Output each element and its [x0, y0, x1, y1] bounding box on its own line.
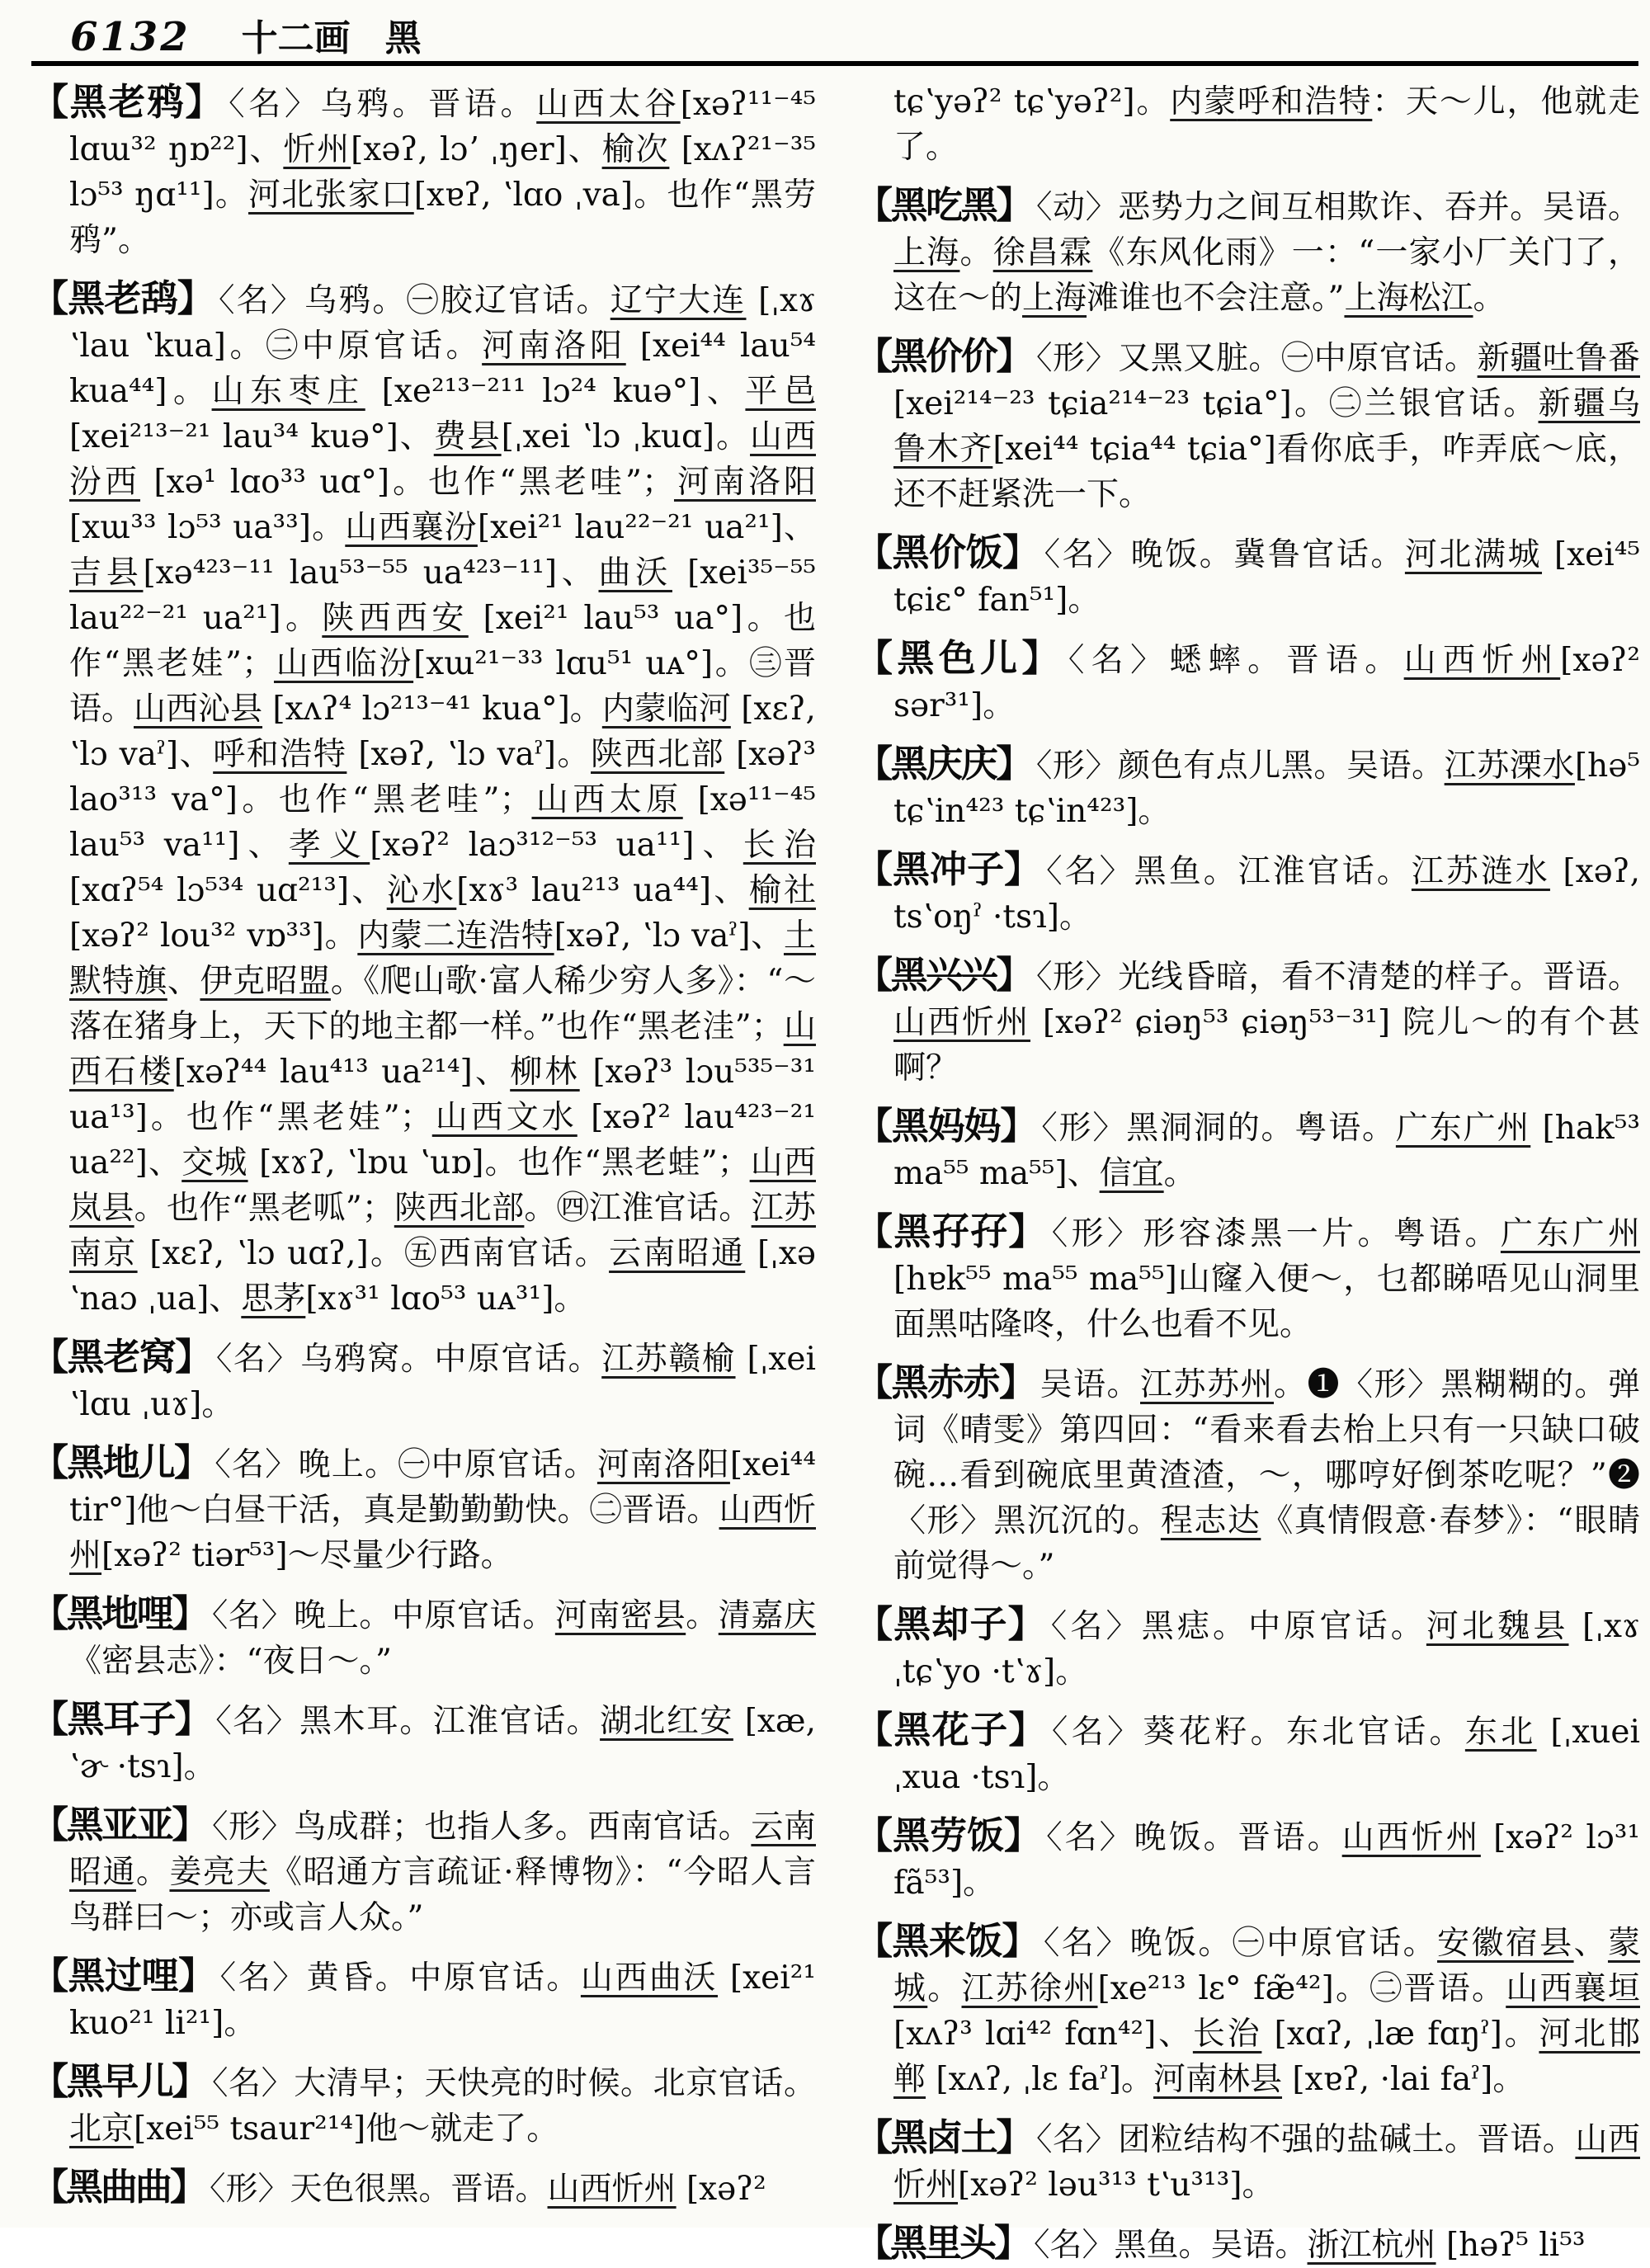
entry-body: 〈形〉颜色有点儿黑。吴语。江苏溧水[hə⁵ tɕʽin⁴²³ tɕʽin⁴²³]。: [893, 747, 1640, 830]
dictionary-entry: [856, 333, 1640, 517]
page-header: [70, 8, 422, 61]
entry-body: 〈名〉黑鱼。吴语。浙江杭州 [həʔ⁵ li⁵³: [1034, 2227, 1586, 2264]
entry-headword: 【黑花子】: [856, 1708, 1047, 1752]
entry-headword: 【黑妈妈】: [856, 1104, 1037, 1148]
entry-headword: 【黑色儿】: [856, 636, 1063, 680]
entry-body: 〈名〉晚上。㊀中原官话。河南洛阳[xei⁴⁴ tir°]他～白昼干活，真是勤勤勤快。㊁晋语。山西忻州[xəʔ² tiər⁵³]～尽量少行路。: [69, 1446, 816, 1574]
dictionary-entry: [31, 1802, 816, 1940]
dictionary-columns: [31, 79, 1640, 2265]
entry-body: 〈形〉光线昏暗，看不清楚的样子。晋语。山西忻州 [xəʔ² ɕiəŋ⁵³ ɕiəŋ⁵³⁻³¹] 院儿～的有个甚啊？: [893, 959, 1640, 1087]
dictionary-entry: [31, 276, 816, 1322]
dictionary-entry: [856, 182, 1640, 321]
header-rule: [31, 61, 1638, 66]
dictionary-entry: [31, 1953, 816, 2046]
entry-body: 〈名〉乌鸦窝。中原官话。江苏赣榆 [ˌxei ʽlɑu ˌuɤ]。: [69, 1341, 816, 1423]
entry-body: 〈名〉乌鸦。㊀胶辽官话。辽宁大连 [ˌxɤ ʽlau ʽkua]。㊁中原官话。河南洛阳 [xei⁴⁴ lau⁵⁴ kua⁴⁴]。山东枣庄 [xe²¹³⁻²¹¹ lɔ²⁴ kuə°]、平邑 [xei²¹³⁻²¹ lau³⁴ kuə°]、费县[ˌxei ʽlɔ ˌkuɑ]。山西汾西 [xə¹ lɑo³³ uɑ°]。也作“黑老哇”；河南洛阳 [xɯ³³ lɔ⁵³ ua³³]。山西襄汾[xei²¹ lau²²⁻²¹ ua²¹]、吉县[xə⁴²³⁻¹¹ lau⁵³⁻⁵⁵ ua⁴²³⁻¹¹]、曲沃 [xei³⁵⁻⁵⁵ lau²²⁻²¹ ua²¹]。陕西西安 [xei²¹ lau⁵³ ua°]。也作“黑老娃”；山西临汾[xɯ²¹⁻³³ lɑu⁵¹ uᴀ°]。㊂晋语。山西沁县 [xʌʔ⁴ lɔ²¹³⁻⁴¹ kua°]。内蒙临河 [xɛʔ, ʽlɔ vaˀ]、呼和浩特 [xəʔ, ʽlɔ vaˀ]。陕西北部 [xəʔ³ lao³¹³ va°]。也作“黑老哇”；山西太原 [xə¹¹⁻⁴⁵ lau⁵³ va¹¹]、孝义[xəʔ² laɔ³¹²⁻⁵³ ua¹¹]、长治 [xɑʔ⁵⁴ lɔ⁵³⁴ uɑ²¹³]、沁水[xɤ³ lau²¹³ ua⁴⁴]、榆社[xəʔ² lou³² vɒ³³]。内蒙二连浩特[xəʔ, ʽlɔ vaˀ]、土默特旗、伊克昭盟。《爬山歌·富人稀少穷人多》：“～落在猪身上，天下的地主都一样。”也作“黑老洼”；山西石楼[xəʔ⁴⁴ lau⁴¹³ ua²¹⁴]、柳林 [xəʔ³ lɔu⁵³⁵⁻³¹ ua¹³]。也作“黑老娃”；山西文水 [xəʔ² lau⁴²³⁻²¹ ua²²]、交城 [xɤʔ, ʽlɒu ʽuɒ]。也作“黑老蛙”；山西岚县。也作“黑老呱”；陕西北部。㊃江淮官话。江苏南京 [xɛʔ, ʽlɔ uɑʔ,]。㊄西南官话。云南昭通 [ˌxə ʽnaɔ ˌua]、思茅[xɤ³¹ lɑo⁵³ uᴀ³¹]。: [69, 282, 816, 1318]
entry-body: 〈名〉大清早；天快亮的时候。北京官话。北京[xei⁵⁵ tsaur²¹⁴]他～就走了。: [69, 2065, 816, 2148]
left-column: [31, 79, 816, 2221]
right-column: [856, 79, 1640, 2265]
section-head-character: 黑: [384, 17, 422, 59]
entry-headword: 【黑冲子】: [856, 847, 1042, 891]
entry-headword: 【黑价饭】: [856, 530, 1040, 574]
entry-body: 〈名〉蟋蟀。晋语。山西忻州[xəʔ² sər³¹]。: [893, 642, 1640, 724]
entry-headword: 【黑赤赤】: [856, 1360, 1035, 1404]
entry-body: 〈形〉黑洞洞的。粤语。广东广州 [hak⁵³ ma⁵⁵ ma⁵⁵]、信宜。: [893, 1110, 1640, 1192]
entry-body: 〈名〉团粒结构不强的盐碱土。晋语。山西忻州[xəʔ² ləu³¹³ tʽu³¹³]。: [893, 2121, 1640, 2204]
entry-body: 〈名〉黑木耳。江淮官话。湖北红安 [xæ, ʽɚ ·tsɿ]。: [69, 1703, 816, 1785]
entry-headword: 【黑庆庆】: [856, 742, 1031, 785]
dictionary-entry: [31, 79, 816, 263]
entry-body: 〈形〉天色很黑。晋语。山西忻州 [xəʔ²: [210, 2171, 766, 2208]
entry-body: 〈形〉鸟成群；也指人多。西南官话。云南昭通。姜亮夫《昭通方言疏证·释博物》：“今昭人言鸟群曰～；亦或言人众。”: [69, 1808, 816, 1936]
entry-headword: 【黑劳饭】: [856, 1813, 1042, 1857]
dictionary-entry: [856, 2220, 1640, 2268]
entry-headword: 【黑里头】: [856, 2221, 1030, 2265]
entry-body: 〈名〉乌鸦。晋语。山西太谷[xəʔ¹¹⁻⁴⁵ lɑɯ³² ŋɒ²²]、忻州[xəʔ, lɔʼ ˌŋer]、榆次 [xʌʔ²¹⁻³⁵ lɔ⁵³ ŋɑ¹¹]。河北张家口[xɐʔ, ʽlɑo ˌva]。也作“黑劳鸦”。: [69, 86, 816, 259]
entry-body: 吴语。江苏苏州。❶〈形〉黑糊糊的。弹词《晴雯》第四回：“看来看去枱上只有一只缺口破碗…看到碗底里黄渣渣，～，哪哼好倒茶吃呢？”❷〈形〉黑沉沉的。程志达《真情假意·春梦》：“眼睛前觉得～。”: [893, 1366, 1640, 1585]
dictionary-entry: [856, 1360, 1640, 1589]
dictionary-entry: [856, 1707, 1640, 1800]
dictionary-entry: [856, 846, 1640, 940]
entry-headword: 【黑老鸹】: [31, 276, 214, 320]
dictionary-entry: [856, 1601, 1640, 1695]
entry-headword: 【黑来饭】: [856, 1919, 1039, 1963]
dictionary-entry: [856, 741, 1640, 834]
entry-headword: 【黑过哩】: [31, 1954, 215, 1997]
dictionary-entry: [31, 2058, 816, 2152]
entry-headword: 【黑吃黑】: [856, 183, 1031, 227]
entry-headword: 【黑曲曲】: [31, 2165, 205, 2209]
entry-headword: 【黑兴兴】: [856, 953, 1031, 997]
entry-headword: 【黑早儿】: [31, 2059, 207, 2103]
entry-headword: 【黑地儿】: [31, 1440, 210, 1484]
entry-headword: 【黑却子】: [856, 1602, 1046, 1646]
dictionary-entry: [31, 1440, 816, 1578]
entry-headword: 【黑地哩】: [31, 1591, 207, 1635]
entry-body: 〈名〉晚上。中原官话。河南密县。清嘉庆《密县志》：“夜日～。”: [69, 1597, 816, 1680]
dictionary-entry: [856, 2115, 1640, 2208]
entry-headword: 【黑卤土】: [856, 2115, 1031, 2159]
entry-body: 〈名〉晚饭。晋语。山西忻州 [xəʔ² lɔ³¹ fã⁵³]。: [893, 1819, 1640, 1902]
dictionary-entry: [31, 1334, 816, 1427]
entry-body: 〈动〉恶势力之间互相欺诈、吞并。吴语。上海。徐昌霖《东风化雨》一：“一家小厂关门了，这在～的上海滩谁也不会注意。”上海松江。: [893, 189, 1640, 317]
entry-body: 〈名〉黑鱼。江淮官话。江苏涟水 [xəʔ, tsʽoŋˀ ·tsɿ]。: [893, 853, 1640, 936]
entry-headword: 【黑亚亚】: [31, 1803, 207, 1846]
dictionary-entry: [856, 1209, 1640, 1347]
dictionary-entry: [856, 1813, 1640, 1906]
entry-body: 〈名〉晚饭。㊀中原官话。安徽宿县、蒙城。江苏徐州[xe²¹³ lɛ° fæ̃⁴²]。㊁晋语。山西襄垣[xʌʔ³ lɑi⁴² fɑn⁴²]、长治 [xɑʔ, ˌlæ fɑŋˀ]。河北邯郸 [xʌʔ, ˌlɛ faˀ]。河南林县 [xɐʔ, ·lai faˀ]。: [893, 1925, 1640, 2098]
entry-headword: 【黑孖孖】: [856, 1209, 1047, 1253]
dictionary-entry: [31, 1591, 816, 1684]
entry-body: 〈名〉晚饭。冀鲁官话。河北满城 [xei⁴⁵ tɕiɛ° fan⁵¹]。: [893, 536, 1640, 619]
entry-body: 〈名〉葵花籽。东北官话。东北 [ˌxuei ˌxua ·tsɿ]。: [893, 1714, 1640, 1796]
dictionary-entry: [31, 2164, 816, 2212]
stroke-section-title: 十二画: [241, 17, 351, 59]
entry-headword: 【黑耳子】: [31, 1697, 211, 1741]
dictionary-entry: [856, 635, 1640, 728]
entry-body: 〈形〉形容漆黑一片。粤语。广东广州[hɐk⁵⁵ ma⁵⁵ ma⁵⁵]山窿入便～，乜都睇唔见山洞里面黑咕隆咚，什么也看不见。: [893, 1215, 1640, 1343]
entry-body: 〈名〉黑痣。中原官话。河北魏县 [ˌxɤ ˌtɕʽyo ·tʽɤ]。: [893, 1608, 1640, 1690]
dictionary-entry: [856, 1103, 1640, 1196]
dictionary-entry: [856, 952, 1640, 1091]
dictionary-entry: [856, 1918, 1640, 2102]
entry-headword: 【黑老鸦】: [31, 80, 224, 124]
dictionary-entry: [31, 1696, 816, 1789]
dictionary-entry: [856, 79, 1640, 170]
entry-headword: 【黑老窝】: [31, 1335, 211, 1379]
entry-body: tɕʽyəʔ² tɕʽyəʔ²]。内蒙呼和浩特：天～儿，他就走了。: [893, 83, 1640, 166]
page-number: 6132: [70, 14, 191, 60]
entry-headword: 【黑价价】: [856, 334, 1031, 378]
entry-body: 〈形〉又黑又脏。㊀中原官话。新疆吐鲁番[xei²¹⁴⁻²³ tɕia²¹⁴⁻²³ tɕia°]。㊁兰银官话。新疆乌鲁木齐[xei⁴⁴ tɕia⁴⁴ tɕia°]看你底手，咋弄底～底，还不赶紧洗一下。: [893, 340, 1640, 513]
entry-body: 〈名〉黄昏。中原官话。山西曲沃 [xei²¹ kuo²¹ li²¹]。: [69, 1959, 816, 2042]
dictionary-entry: [856, 530, 1640, 623]
